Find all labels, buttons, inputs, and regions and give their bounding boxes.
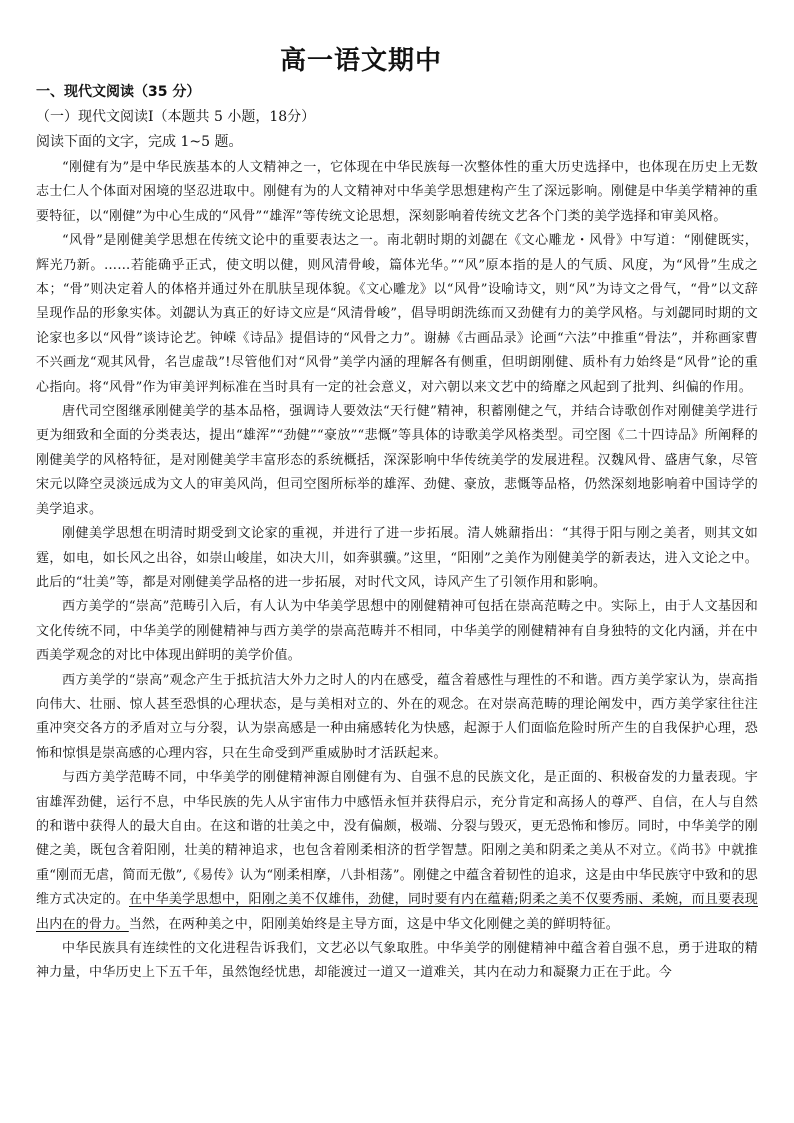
paragraph-3-text: 唐代司空图继承刚健美学的基本品格，强调诗人要效法“天行健”精神，积蓄刚健之气，并结合诗歌创作对刚健美学进行更为细致和全面的分类表达，提出“雄浑”“劲健”“豪放”“悲慨”等具体的诗歌美学风格类型。司空图《二十四诗品》所阐释的刚健美学的风格特征，是对刚健美学丰富形态的系统概括，深深影响中华传统美学的发展进程。汉魏风骨、盛唐气象，尽管宋元以降空灵淡远成为文人的审美风尚，但司空图所标举的雄浑、劲健、豪放，悲慨等品格，仍然深刻地影响着中国诗学的美学追求。 — [36, 404, 758, 517]
paragraph-8 — [36, 937, 758, 986]
paragraph-8-text: 中华民族具有连续性的文化进程告诉我们，文艺必以气象取胜。中华美学的刚健精神中蕴含着自强不息，勇于进取的精神力量，中华历史上下五千年，虽然饱经忧患，却能渡过一道又一道难关，其内在动力和凝聚力正在于此。今 — [36, 941, 758, 981]
paragraph-5-text: 西方美学的“崇高”范畴引入后，有人认为中华美学思想中的刚健精神可包括在崇高范畴之中。实际上，由于人文基因和文化传统不同，中华美学的刚健精神与西方美学的崇高范畴并不相同，中华美学的刚健精神有自身独特的文化内涵，并在中西美学观念的对比中体现出鲜明的美学价值。 — [36, 599, 758, 664]
paragraph-3 — [36, 400, 758, 522]
paragraph-4-text: 刚健美学思想在明清时期受到文论家的重视，并进行了进一步拓展。清人姚鼐指出：“其得于阳与刚之美者，则其文如霆，如电，如长风之出谷，如崇山峻崖，如决大川，如奔骐骥。”这里，“阳刚”之美作为刚健美学的新表达，进入文论之中。此后的“壮美”等，都是对刚健美学品格的进一步拓展，对时代文风，诗风产生了引领作用和影响。 — [36, 526, 758, 590]
passage-body — [36, 156, 758, 986]
section-heading: 一、现代文阅读（35 分） — [36, 84, 201, 100]
paragraph-6-text: 西方美学的“崇高”观念产生于抵抗洁大外力之时人的内在感受，蕴含着感性与理性的不和谐。西方美学家认为，崇高指向伟大、壮丽、惊人甚至恐惧的心理状态，是与美相对立的、外在的观念。在对崇高范畴的理论阐发中，西方美学家往往注重冲突交各方的矛盾对立与分裂，认为崇高感是一种由痛感转化为快感，起源于人们面临危险时所产生的自我保护心理，恐怖和惊惧是崇高感的心理内容，只在生命受到严重威胁时才活跃起来。 — [36, 672, 758, 761]
paragraph-6 — [36, 669, 758, 767]
subsection-heading: （一）现代文阅读Ⅰ（本题共 5 小题，18分） — [36, 109, 316, 125]
underlined-sentence: 在中华美学思想中，阳刚之美不仅雄伟，劲健，同时要有内在蕴藉;阴柔之美不仅要秀丽、柔婉，而且要表现出内在的骨力。 — [36, 892, 758, 932]
paragraph-2-text: “风骨”是刚健美学思想在传统文论中的重要表达之一。南北朝时期的刘勰在《文心雕龙・风骨》中写道：“刚健既实，辉光乃新。……若能确乎正式，使文明以健，则风清骨峻，篇体光华。”“风”原本指的是人的气质、风度，为“风骨”生成之本；“骨”则决定着人的体格并通过外在肌肤呈现体貌。《文心雕龙》以“风骨”设喻诗文，则“风”为诗文之骨气，“骨”以文辞呈现作品的形象实体。刘勰认为真正的好诗文应是“风清骨峻”，倡导明朗洗练而又劲健有力的美学风格。与刘勰同时期的文论家也多以“风骨”谈诗论艺。钟嵘《诗品》提倡诗的“风骨之力”。谢赫《古画品录》论画“六法”中推重“骨法”，并称画家曹不兴画龙“观其风骨，名岂虚哉”!尽管他们对“风骨”美学内涵的理解各有侧重，但明朗刚健、质朴有力始终是“风骨”论的重心指向。将“风骨”作为审美评判标准在当时具有一定的社会意义，对六朝以来文艺中的绮靡之风起到了批判、纠偏的作用。 — [36, 233, 758, 395]
paragraph-5 — [36, 595, 758, 668]
paragraph-1 — [36, 156, 758, 229]
page-title: 高一语文期中 — [279, 46, 442, 76]
paragraph-7 — [36, 766, 758, 937]
paragraph-4 — [36, 522, 758, 595]
paragraph-7-text: 与西方美学范畴不同，中华美学的刚健精神源自刚健有为、自强不息的民族文化，是正面的、积极奋发的力量表现。宇宙雄浑劲健，运行不息，中华民族的先人从宇宙伟力中感悟永恒并获得启示，充分肯定和高扬人的尊严、自信，在人与自然的和谐中获得人的最大自由。在这和谐的壮美之中，没有偏颇，极端、分裂与毁灭，更无恐怖和惨厉。同时，中华美学的刚健之美，既包含着阳刚，壮美的精神追求，也包含着刚柔相济的哲学智慧。阳刚之美和阴柔之美从不对立。《尚书》中就推重“刚而无虐，简而无傲”,《易传》认为“刚柔相摩，八卦相荡”。刚健之中蕴含着韧性的追求，这是由中华民族守中致和的思维方式决定的。 — [36, 770, 758, 908]
paragraph-1-text: “刚健有为”是中华民族基本的人文精神之一，它体现在中华民族每一次整体性的重大历史选择中，也体现在历史上无数志士仁人个体面对困境的坚忍进取中。刚健有为的人文精神对中华美学思想建构产生了深远影响。刚健是中华美学精神的重要特征，以“刚健”为中心生成的“风骨”“雄浑”等传统文论思想，深刻影响着传统文艺各个门类的美学选择和审美风格。 — [36, 160, 758, 224]
paragraph-2 — [36, 229, 758, 400]
paragraph-7-after: 当然，在两种美之中，阳刚美始终是主导方面，这是中华文化刚健之美的鲜明特征。 — [128, 916, 620, 932]
reading-instruction: 阅读下面的文字，完成 1~5 题。 — [36, 134, 243, 150]
